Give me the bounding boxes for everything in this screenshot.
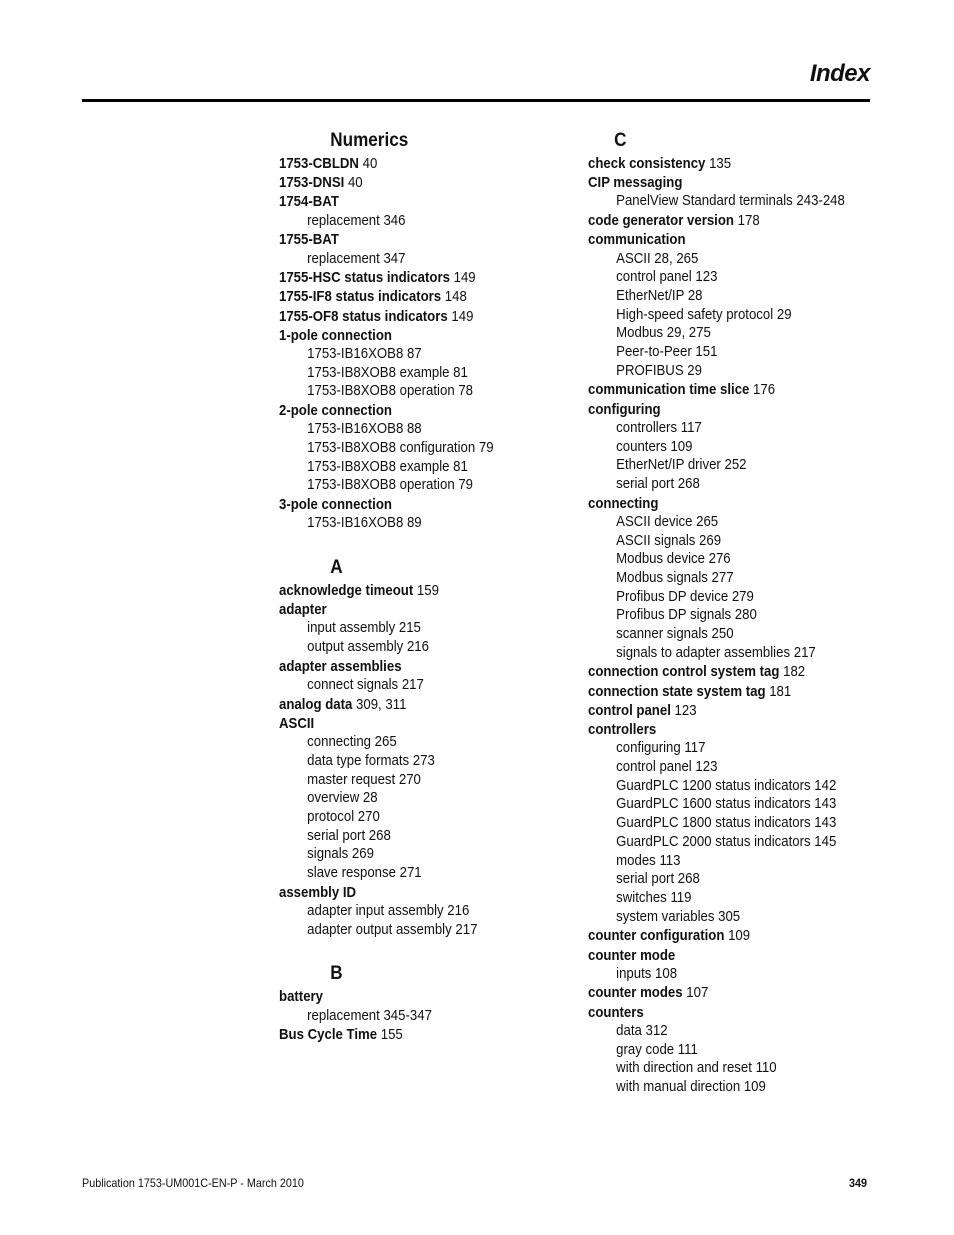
index-term: check consistency [588,155,706,172]
index-subentry: with manual direction 109 [616,1077,766,1095]
index-column-right [588,128,888,1119]
index-subentry: scanner signals 250 [616,625,734,643]
index-subentry: data 312 [616,1021,668,1039]
index-term: ASCII [279,714,315,732]
index-term: control panel [588,701,671,719]
index-entry [588,1003,852,1022]
index-term: communication [588,231,686,249]
index-entry [279,695,525,714]
index-term: 1753-CBLDN [279,155,359,172]
index-subentry: output assembly 216 [307,638,429,656]
index-page-refs: 40 [347,174,363,192]
section-heading: B [330,963,343,985]
index-subentry: control panel 123 [616,268,718,286]
index-entry [588,154,852,173]
index-page-refs: 182 [783,663,806,681]
index-term: 1755-HSC status indicators [279,269,450,287]
index-term: adapter assemblies [279,657,402,675]
index-entry [279,600,525,619]
index-term: 1755-BAT [279,231,339,249]
index-subentry: configuring 117 [616,739,706,757]
page-number: 349 [849,1176,868,1190]
index-term: code generator version [588,212,734,230]
index-term: assembly ID [279,883,357,901]
index-entry [588,946,852,965]
index-subentry: overview 28 [307,789,378,807]
index-subentry: gray code 111 [616,1040,698,1058]
index-subentry: serial port 268 [307,826,391,844]
index-subentry: signals 269 [307,845,374,863]
index-term: acknowledge timeout [279,582,414,600]
index-subentry: modes 113 [616,851,681,869]
index-subentry: inputs 108 [616,964,678,982]
index-subentry: ASCII signals 269 [616,531,722,549]
index-entry [588,230,852,249]
index-term: 2-pole connection [279,402,392,420]
index-entry [279,173,525,192]
index-subentry: Profibus DP device 279 [616,587,754,605]
index-subentry: adapter output assembly 217 [307,920,478,938]
index-entry [279,657,525,676]
index-entry [279,401,525,420]
index-subentry: ASCII device 265 [616,512,719,530]
index-section [279,555,559,939]
index-column-left [279,128,559,1067]
index-subentry: EtherNet/IP driver 252 [616,456,747,474]
index-subentry: connect signals 217 [307,676,424,694]
index-page-refs: 107 [686,984,709,1002]
index-subentry: Modbus 29, 275 [616,324,711,342]
index-entry [588,400,852,419]
index-subentry: 1753-IB8XOB8 example 81 [307,363,468,381]
index-entry [588,211,852,230]
index-section [279,128,559,533]
index-subentry: 1753-IB8XOB8 example 81 [307,457,468,475]
index-entry [279,287,525,306]
index-subentry: adapter input assembly 216 [307,902,470,920]
index-subentry: serial port 268 [616,870,700,888]
index-subentry: counters 109 [616,437,693,455]
index-subentry: PROFIBUS 29 [616,361,702,379]
index-page-refs: 109 [728,927,751,945]
publication-footer: Publication 1753-UM001C-EN-P - March 2010 [82,1176,304,1190]
index-subentry: High-speed safety protocol 29 [616,305,792,323]
section-heading: A [330,557,343,579]
index-page-refs: 155 [380,1026,403,1044]
index-subentry: serial port 268 [616,474,700,492]
index-subentry: replacement 347 [307,249,406,267]
index-term: communication time slice [588,381,750,399]
index-subentry: ASCII 28, 265 [616,249,699,267]
index-subentry: GuardPLC 1800 status indicators 143 [616,814,837,832]
index-subentry: controllers 117 [616,418,702,436]
index-subentry: Modbus device 276 [616,550,731,568]
index-entry [588,682,852,701]
index-entry [588,380,852,399]
index-page-refs: 123 [674,701,697,719]
index-term: 1-pole connection [279,326,392,344]
index-section [279,961,559,1044]
index-page-refs: 148 [444,288,467,306]
index-entry [588,701,852,720]
index-entry [588,662,852,681]
index-subentry: switches 119 [616,888,692,906]
index-term: 3-pole connection [279,496,392,514]
index-subentry: control panel 123 [616,758,718,775]
index-subentry: replacement 346 [307,211,406,229]
index-page-refs: 149 [453,269,476,287]
index-page-refs: 149 [451,307,474,325]
index-entry [279,987,525,1006]
index-section [588,128,888,1097]
index-entry [279,883,525,902]
index-subentry: 1753-IB8XOB8 operation 79 [307,476,474,494]
index-entry [588,173,852,192]
index-subentry: master request 270 [307,770,421,788]
index-subentry: slave response 271 [307,864,422,882]
index-subentry: GuardPLC 1600 status indicators 143 [616,795,837,813]
index-entry [588,494,852,513]
index-entry [279,307,525,326]
index-term: CIP messaging [588,174,683,192]
index-entry [279,326,525,345]
index-term: 1753-DNSI [279,174,345,192]
index-page-refs: 176 [753,381,776,399]
index-entry [279,154,525,173]
index-term: analog data [279,695,353,713]
index-subentry: PanelView Standard terminals 243-248 [616,192,845,210]
index-term: 1755-IF8 status indicators [279,288,442,306]
index-subentry: 1753-IB16XOB8 88 [307,420,422,438]
index-entry [279,268,525,287]
section-heading: C [614,130,627,151]
index-term: controllers [588,721,657,739]
index-term: counter mode [588,946,676,964]
index-term: counters [588,1003,644,1021]
index-page-refs: 309, 311 [356,695,407,713]
index-subentry: 1753-IB16XOB8 89 [307,514,422,532]
index-subentry: Profibus DP signals 280 [616,606,757,624]
section-heading: Numerics [330,130,409,151]
index-subentry: system variables 305 [616,907,741,925]
index-term: connection control system tag [588,663,780,681]
index-term: 1754-BAT [279,193,339,211]
index-term: counter configuration [588,927,725,945]
index-page-refs: 135 [709,155,732,172]
index-entry [279,495,525,514]
index-subentry: data type formats 273 [307,751,435,769]
index-subentry: with direction and reset 110 [616,1059,777,1077]
index-entry [279,581,525,600]
index-entry [588,720,852,739]
index-page-refs: 159 [416,582,439,600]
index-page-refs: 40 [362,155,378,172]
index-term: configuring [588,400,661,418]
index-subentry: protocol 270 [307,808,380,825]
index-entry [279,1025,525,1044]
index-entry [588,926,852,945]
index-entry [588,983,852,1002]
index-page-refs: 181 [769,682,792,700]
index-term: connection state system tag [588,682,766,700]
index-subentry: GuardPLC 1200 status indicators 142 [616,776,837,794]
index-subentry: GuardPLC 2000 status indicators 145 [616,832,837,850]
index-term: battery [279,988,324,1006]
index-term: adapter [279,601,327,619]
index-subentry: 1753-IB16XOB8 87 [307,345,422,363]
index-subentry: EtherNet/IP 28 [616,286,703,304]
index-subentry: replacement 345-347 [307,1006,432,1024]
index-term: connecting [588,494,659,512]
header-rule [82,99,870,102]
index-entry [279,230,525,249]
index-term: counter modes [588,984,683,1002]
index-entry [279,714,525,733]
index-subentry: input assembly 215 [307,619,421,637]
index-term: Bus Cycle Time [279,1026,378,1044]
index-subentry: Peer-to-Peer 151 [616,343,718,361]
index-page-refs: 178 [737,212,760,230]
page-title: Index [809,60,870,87]
index-subentry: 1753-IB8XOB8 operation 78 [307,382,474,400]
index-subentry: Modbus signals 277 [616,568,734,586]
index-subentry: 1753-IB8XOB8 configuration 79 [307,439,494,457]
index-entry [279,192,525,211]
index-subentry: connecting 265 [307,733,397,751]
index-subentry: signals to adapter assemblies 217 [616,643,816,661]
index-term: 1755-OF8 status indicators [279,307,448,325]
